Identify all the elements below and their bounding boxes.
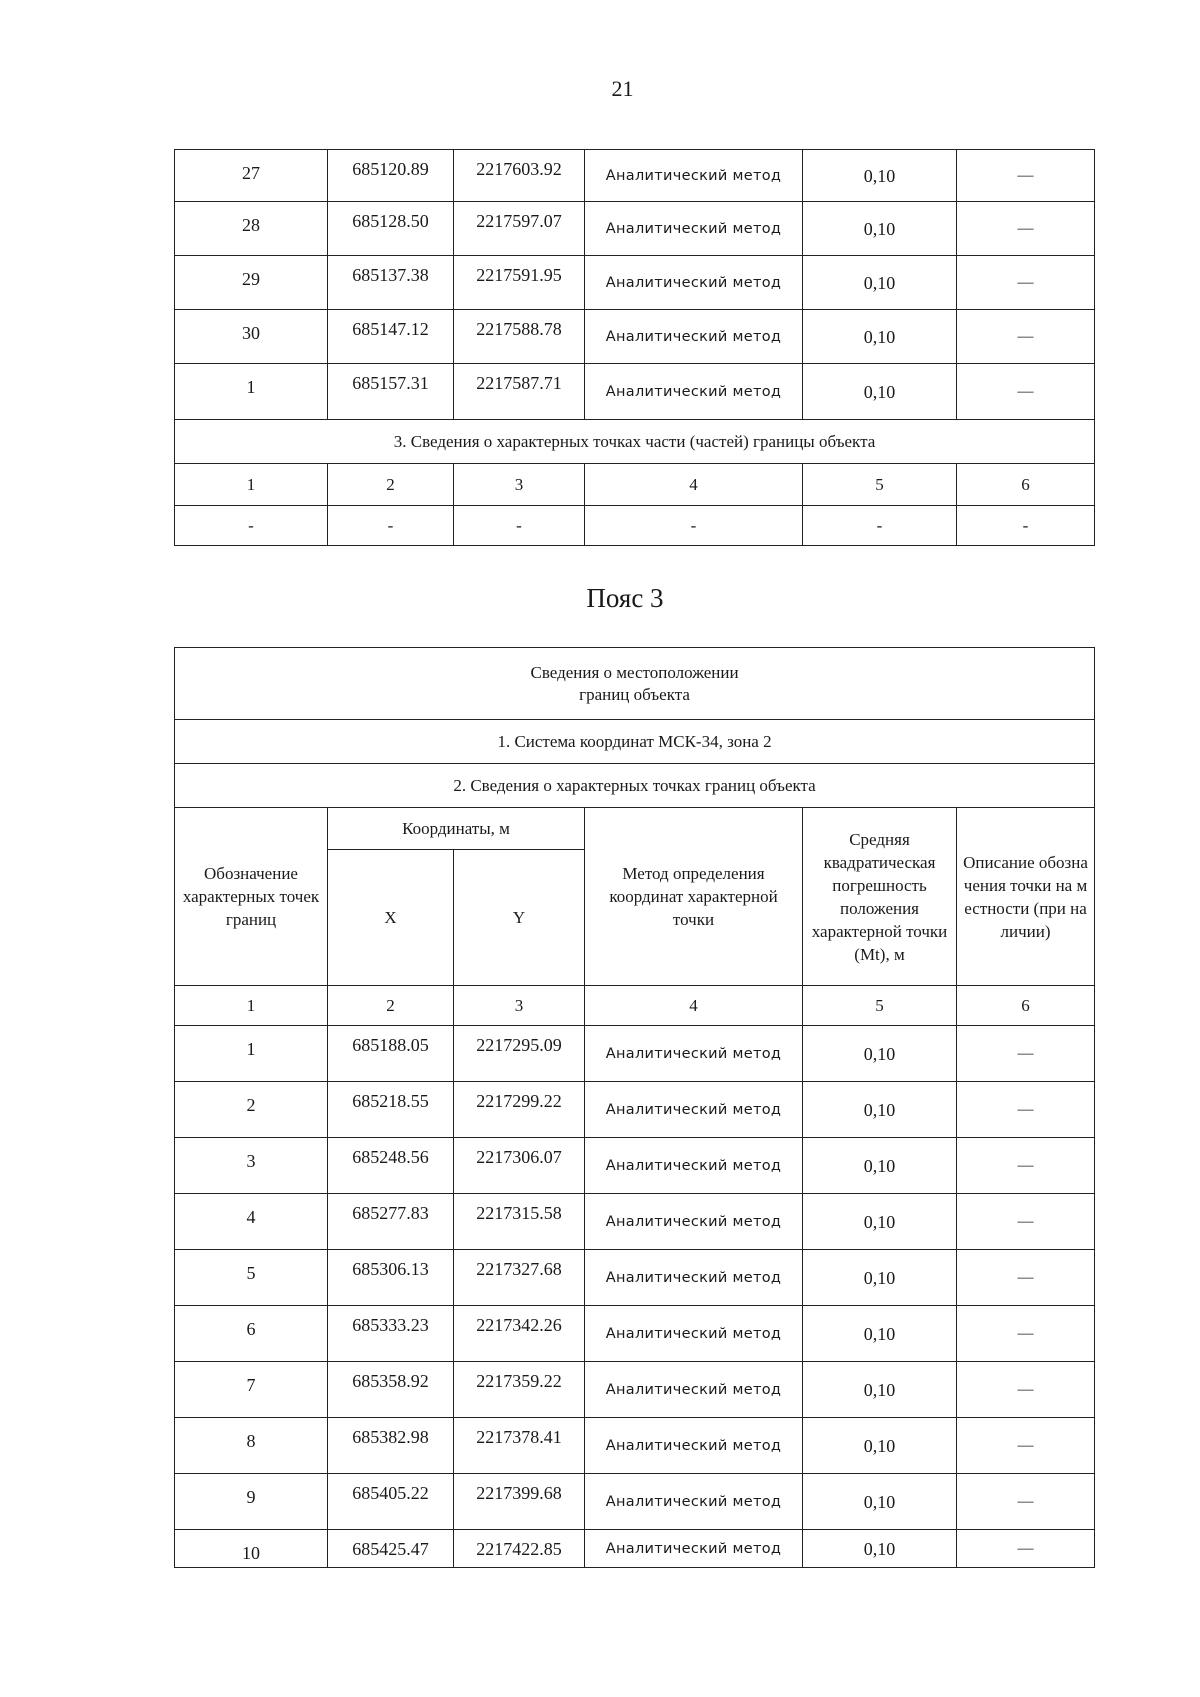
boundary-points-table-continued [174, 149, 1095, 546]
point-number-cell: 10 [175, 1530, 328, 1568]
x-coordinate-cell: 685248.56 [328, 1138, 454, 1194]
zone-title: Пояс 3 [586, 583, 664, 613]
method-cell: Аналитический метод [585, 202, 803, 256]
table-row [175, 1138, 1095, 1194]
section3-title: 3. Сведения о характерных точках части (частей) границы объекта [175, 420, 1095, 464]
description-cell: — [957, 1474, 1095, 1530]
method-cell: Аналитический метод [585, 256, 803, 310]
description-cell: — [957, 1082, 1095, 1138]
x-coordinate-cell: 685120.89 [328, 150, 454, 202]
column-number: 5 [803, 986, 957, 1026]
x-coordinate-cell: 685137.38 [328, 256, 454, 310]
method-cell: Аналитический метод [585, 1082, 803, 1138]
column-number: 6 [957, 986, 1095, 1026]
method-cell: Аналитический метод [585, 364, 803, 420]
x-coordinate-cell: 685358.92 [328, 1362, 454, 1418]
method-cell: Аналитический метод [585, 1306, 803, 1362]
point-number-cell: 30 [175, 310, 328, 364]
header-row [175, 808, 1095, 850]
x-coordinate-cell: 685306.13 [328, 1250, 454, 1306]
mt-cell: 0,10 [803, 1138, 957, 1194]
mt-cell: 0,10 [803, 1250, 957, 1306]
mt-cell: 0,10 [803, 1082, 957, 1138]
point-number-cell: 29 [175, 256, 328, 310]
empty-cell: - [957, 506, 1095, 546]
x-coordinate-cell: 685157.31 [328, 364, 454, 420]
column-number: 1 [175, 464, 328, 506]
bottom-table-body [175, 1026, 1095, 1568]
x-coordinate-cell: 685405.22 [328, 1474, 454, 1530]
y-coordinate-cell: 2217587.71 [454, 364, 585, 420]
method-cell: Аналитический метод [585, 1138, 803, 1194]
table-title [175, 648, 1095, 720]
method-cell: Аналитический метод [585, 1362, 803, 1418]
table-row [175, 1418, 1095, 1474]
mt-cell: 0,10 [803, 150, 957, 202]
column-number: 2 [328, 986, 454, 1026]
y-coordinate-cell: 2217399.68 [454, 1474, 585, 1530]
description-cell: — [957, 256, 1095, 310]
coord-system-row [175, 720, 1095, 764]
header-mt: Средняя квадратическая погрешность положения характерной точки (Mt), м [803, 808, 957, 986]
description-cell: — [957, 310, 1095, 364]
point-number-cell: 1 [175, 364, 328, 420]
empty-cell: - [328, 506, 454, 546]
column-number: 3 [454, 464, 585, 506]
x-coordinate-cell: 685128.50 [328, 202, 454, 256]
top-table-body [175, 150, 1095, 546]
x-coordinate-cell: 685147.12 [328, 310, 454, 364]
table-row [175, 1530, 1095, 1568]
header-point-designation: Обозначение характерных точек границ [175, 808, 328, 986]
table-row [175, 1250, 1095, 1306]
header-coordinates: Координаты, м [328, 808, 585, 850]
x-coordinate-cell: 685333.23 [328, 1306, 454, 1362]
y-coordinate-cell: 2217359.22 [454, 1362, 585, 1418]
point-number-cell: 4 [175, 1194, 328, 1250]
method-cell: Аналитический метод [585, 1250, 803, 1306]
method-cell: Аналитический метод [585, 1474, 803, 1530]
y-coordinate-cell: 2217588.78 [454, 310, 585, 364]
x-coordinate-cell: 685277.83 [328, 1194, 454, 1250]
method-cell: Аналитический метод [585, 1530, 803, 1568]
point-number-cell: 27 [175, 150, 328, 202]
header-y: Y [454, 850, 585, 986]
mt-cell: 0,10 [803, 1474, 957, 1530]
y-coordinate-cell: 2217422.85 [454, 1530, 585, 1568]
table-row [175, 1082, 1095, 1138]
mt-cell: 0,10 [803, 1194, 957, 1250]
empty-cell: - [803, 506, 957, 546]
description-cell: — [957, 150, 1095, 202]
coord-system-title: 1. Система координат МСК-34, зона 2 [175, 720, 1095, 764]
point-number-cell: 2 [175, 1082, 328, 1138]
y-coordinate-cell: 2217597.07 [454, 202, 585, 256]
x-coordinate-cell: 685188.05 [328, 1026, 454, 1082]
mt-cell: 0,10 [803, 256, 957, 310]
empty-cell: - [454, 506, 585, 546]
table-row [175, 1362, 1095, 1418]
boundary-location-table [174, 647, 1095, 1568]
y-coordinate-cell: 2217591.95 [454, 256, 585, 310]
mt-cell: 0,10 [803, 310, 957, 364]
table-row [175, 364, 1095, 420]
point-number-cell: 5 [175, 1250, 328, 1306]
empty-cell: - [175, 506, 328, 546]
table-row [175, 150, 1095, 202]
method-cell: Аналитический метод [585, 150, 803, 202]
y-coordinate-cell: 2217306.07 [454, 1138, 585, 1194]
empty-data-row [175, 506, 1095, 546]
x-coordinate-cell: 685218.55 [328, 1082, 454, 1138]
point-number-cell: 3 [175, 1138, 328, 1194]
point-number-cell: 1 [175, 1026, 328, 1082]
description-cell: — [957, 364, 1095, 420]
description-cell: — [957, 1530, 1095, 1568]
point-number-cell: 9 [175, 1474, 328, 1530]
description-cell: — [957, 1026, 1095, 1082]
point-number-cell: 7 [175, 1362, 328, 1418]
table-row [175, 1026, 1095, 1082]
table-title-line: границ объекта [579, 684, 690, 704]
mt-cell: 0,10 [803, 1362, 957, 1418]
column-number: 4 [585, 464, 803, 506]
method-cell: Аналитический метод [585, 1026, 803, 1082]
empty-cell: - [585, 506, 803, 546]
column-number: 4 [585, 986, 803, 1026]
y-coordinate-cell: 2217299.22 [454, 1082, 585, 1138]
point-number-cell: 6 [175, 1306, 328, 1362]
header-x: X [328, 850, 454, 986]
description-cell: — [957, 1138, 1095, 1194]
section-title-row [175, 420, 1095, 464]
description-cell: — [957, 202, 1095, 256]
table-row [175, 1194, 1095, 1250]
description-cell: — [957, 1418, 1095, 1474]
method-cell: Аналитический метод [585, 1194, 803, 1250]
x-coordinate-cell: 685425.47 [328, 1530, 454, 1568]
table-title-row [175, 648, 1095, 720]
point-number-cell: 28 [175, 202, 328, 256]
table-title-line: Сведения о местоположении [530, 662, 739, 682]
section-title-row [175, 764, 1095, 808]
page-number: 21 [611, 76, 634, 101]
table-row [175, 202, 1095, 256]
column-numbers-row [175, 464, 1095, 506]
description-cell: — [957, 1306, 1095, 1362]
y-coordinate-cell: 2217603.92 [454, 150, 585, 202]
y-coordinate-cell: 2217342.26 [454, 1306, 585, 1362]
mt-cell: 0,10 [803, 1306, 957, 1362]
table-row [175, 310, 1095, 364]
y-coordinate-cell: 2217327.68 [454, 1250, 585, 1306]
column-number: 2 [328, 464, 454, 506]
table-row [175, 1306, 1095, 1362]
header-method: Метод определения координат характерной точки [585, 808, 803, 986]
description-cell: — [957, 1250, 1095, 1306]
column-number: 1 [175, 986, 328, 1026]
y-coordinate-cell: 2217315.58 [454, 1194, 585, 1250]
y-coordinate-cell: 2217295.09 [454, 1026, 585, 1082]
mt-cell: 0,10 [803, 1530, 957, 1568]
y-coordinate-cell: 2217378.41 [454, 1418, 585, 1474]
header-description: Описание обозначения точки на местности (при наличии) [957, 808, 1095, 986]
table-row [175, 1474, 1095, 1530]
column-number: 6 [957, 464, 1095, 506]
description-cell: — [957, 1194, 1095, 1250]
point-number-cell: 8 [175, 1418, 328, 1474]
x-coordinate-cell: 685382.98 [328, 1418, 454, 1474]
mt-cell: 0,10 [803, 202, 957, 256]
method-cell: Аналитический метод [585, 310, 803, 364]
table-row [175, 256, 1095, 310]
column-numbers-row [175, 986, 1095, 1026]
column-number: 5 [803, 464, 957, 506]
column-number: 3 [454, 986, 585, 1026]
mt-cell: 0,10 [803, 364, 957, 420]
section2-title: 2. Сведения о характерных точках границ объекта [175, 764, 1095, 808]
mt-cell: 0,10 [803, 1418, 957, 1474]
mt-cell: 0,10 [803, 1026, 957, 1082]
description-cell: — [957, 1362, 1095, 1418]
method-cell: Аналитический метод [585, 1418, 803, 1474]
